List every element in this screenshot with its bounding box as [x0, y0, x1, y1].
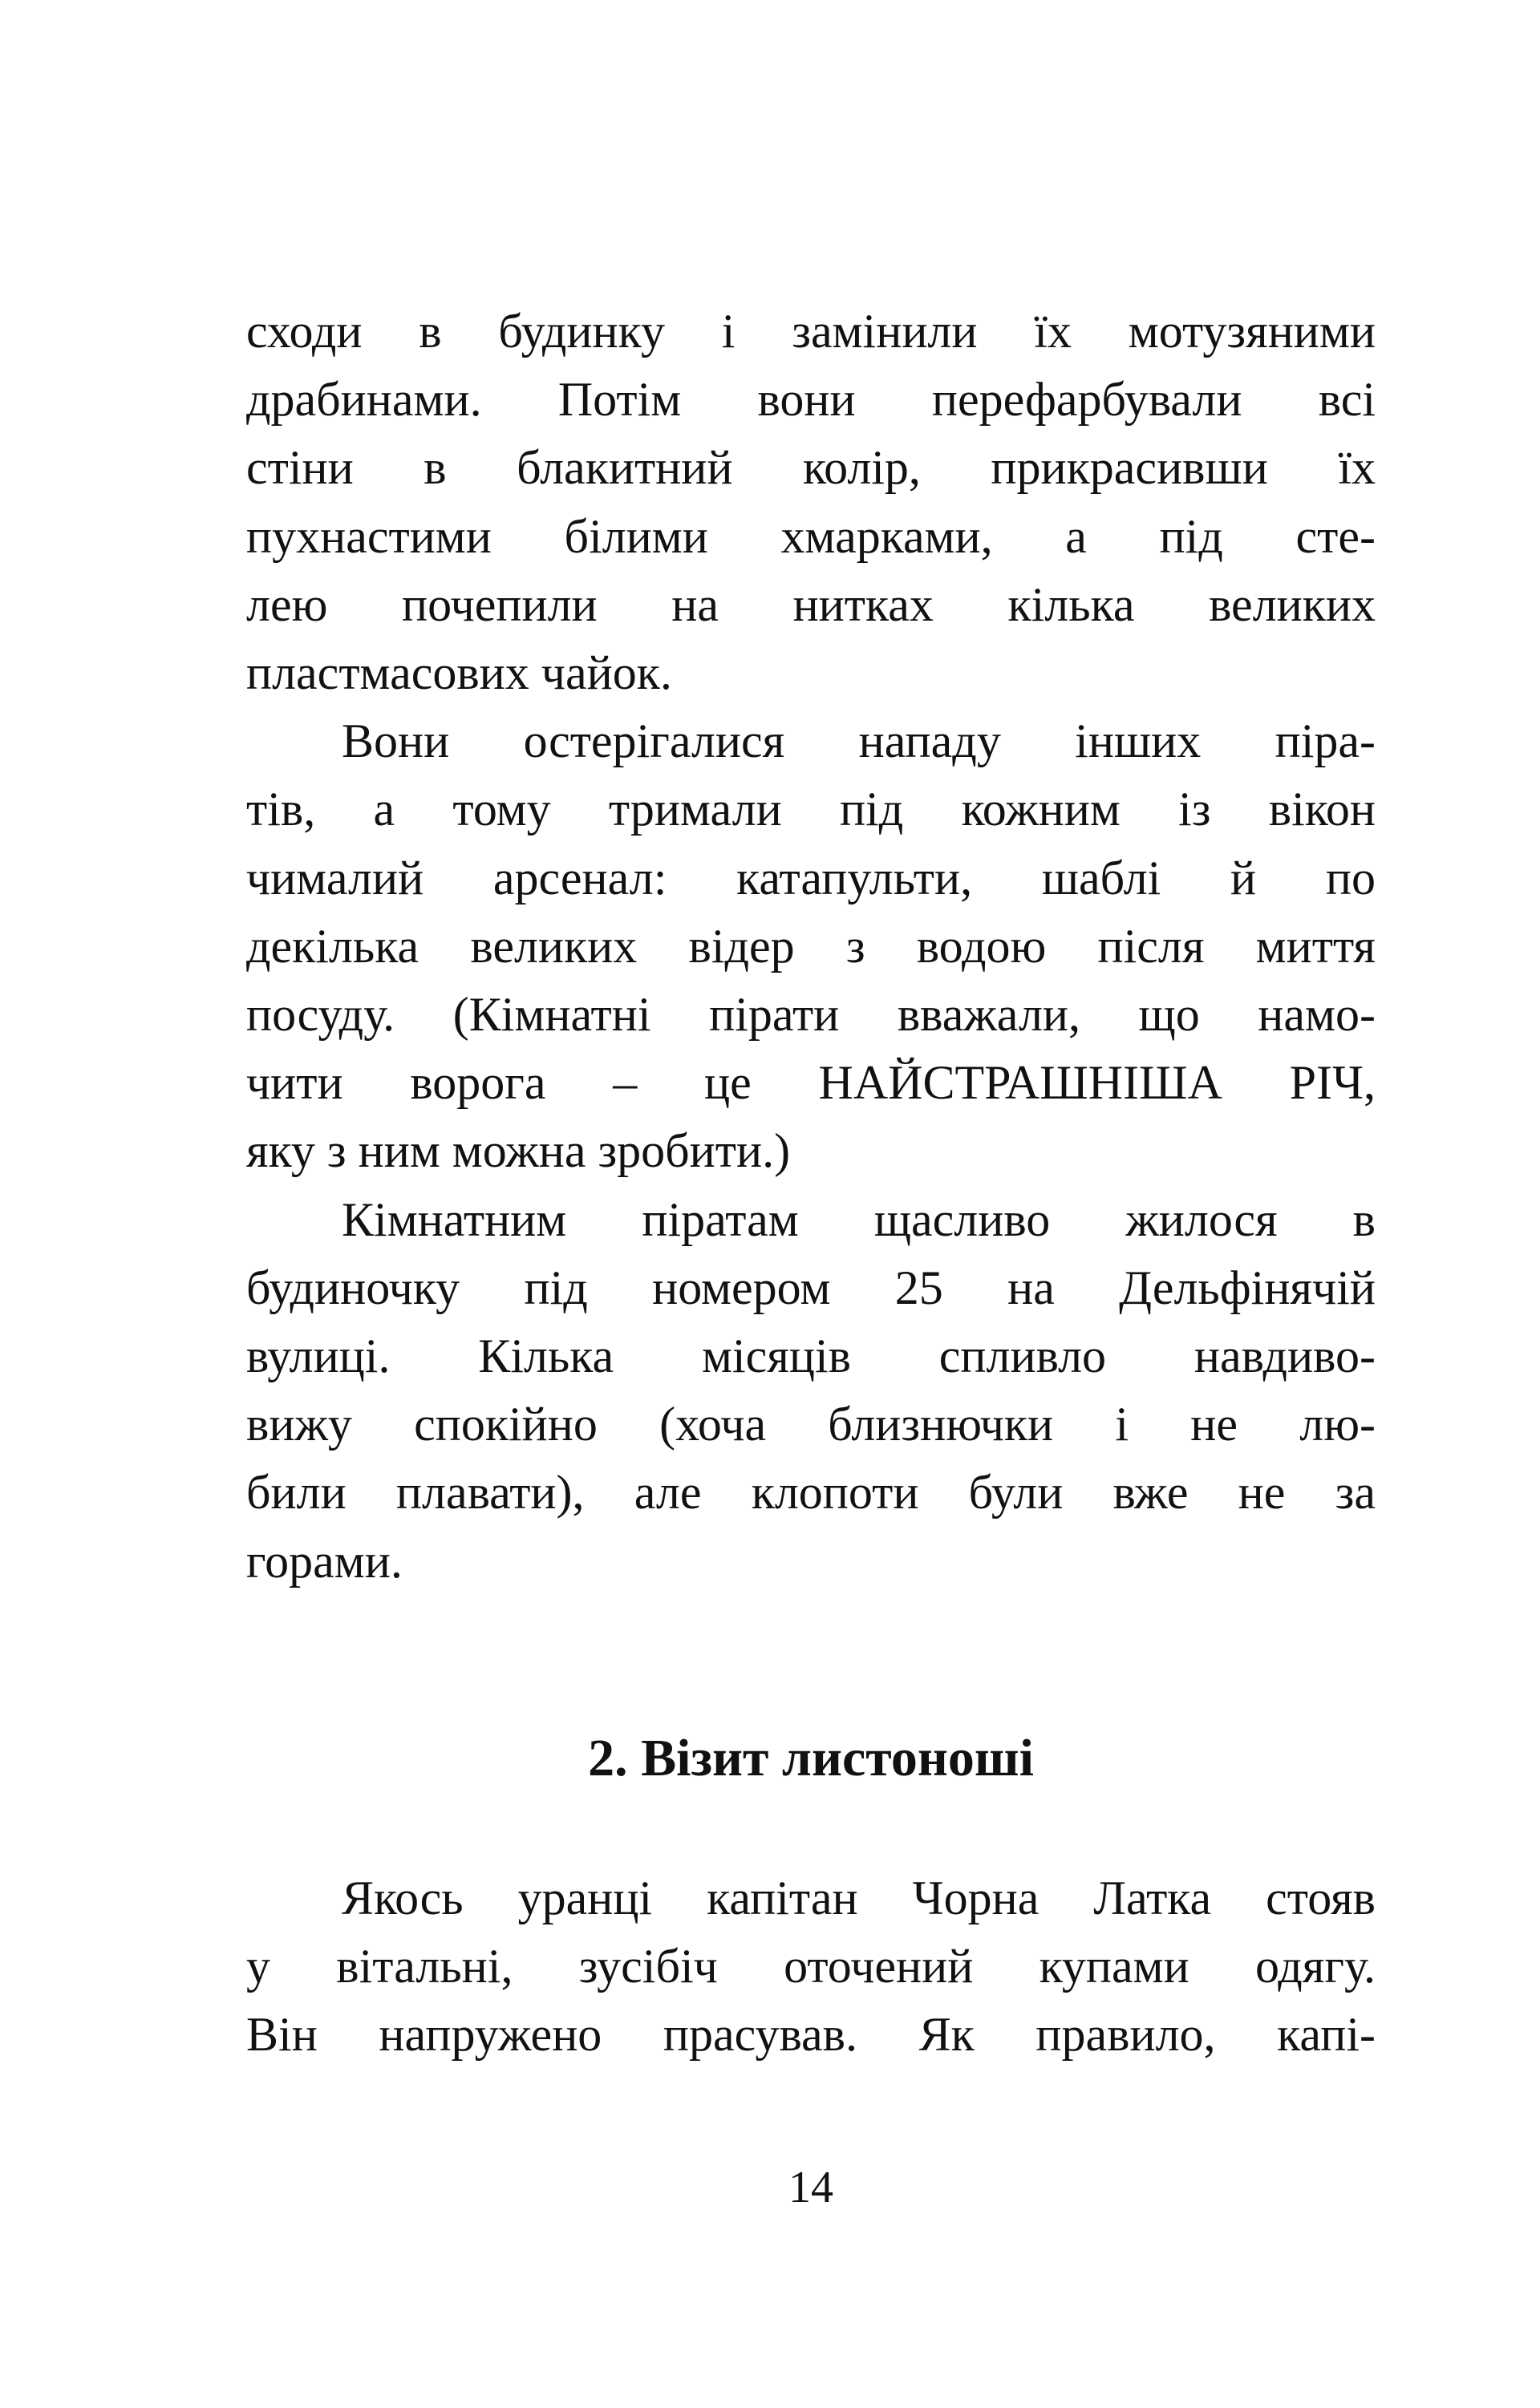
text-line: декілька великих відер з водою після миття	[246, 919, 1376, 973]
text-line: сходи в будинку і замінили їх мотузяними	[246, 305, 1376, 358]
text-line: били плавати), але клопоти були вже не за	[246, 1466, 1376, 1520]
text-line: пухнастими білими хмарками, а під сте-	[246, 509, 1376, 563]
text-line: тів, а тому тримали під кожним із вікон	[246, 783, 1376, 836]
text-line: Кімнатним піратам щасливо жилося в	[342, 1192, 1376, 1246]
text-line: Вони остерігалися нападу інших піра-	[342, 714, 1376, 768]
text-line: посуду. (Кімнатні пірати вважали, що намо-	[246, 988, 1376, 1041]
page-number: 14	[788, 2163, 833, 2212]
text-line: лею почепили на нитках кілька великих	[246, 577, 1376, 631]
text-line: будиночку під номером 25 на Дельфінячій	[246, 1261, 1376, 1314]
text-line: стіни в блакитний колір, прикрасивши їх	[246, 441, 1376, 495]
text-line: яку з ним можна зробити.)	[246, 1124, 791, 1178]
text-line: чити ворога – це НАЙСТРАШНІША РІЧ,	[246, 1056, 1376, 1110]
text-line: Він напружено прасував. Як правило, капі-	[246, 2008, 1376, 2062]
text-line: горами.	[246, 1534, 403, 1588]
text-line: Якось уранці капітан Чорна Латка стояв	[342, 1872, 1376, 1924]
text-line: чималий арсенал: катапульти, шаблі й по	[246, 851, 1376, 905]
text-line: у вітальні, зусібіч оточений купами одягу.	[246, 1940, 1376, 1993]
text-line: вулиці. Кілька місяців спливло навдиво-	[246, 1329, 1376, 1382]
text-line: пластмасових чайок.	[246, 646, 672, 699]
chapter-heading: 2. Візит листоноші	[588, 1729, 1034, 1787]
text-line: вижу спокійно (хоча близнючки і не лю-	[246, 1398, 1376, 1451]
text-line: драбинами. Потім вони перефарбували всі	[246, 373, 1376, 427]
